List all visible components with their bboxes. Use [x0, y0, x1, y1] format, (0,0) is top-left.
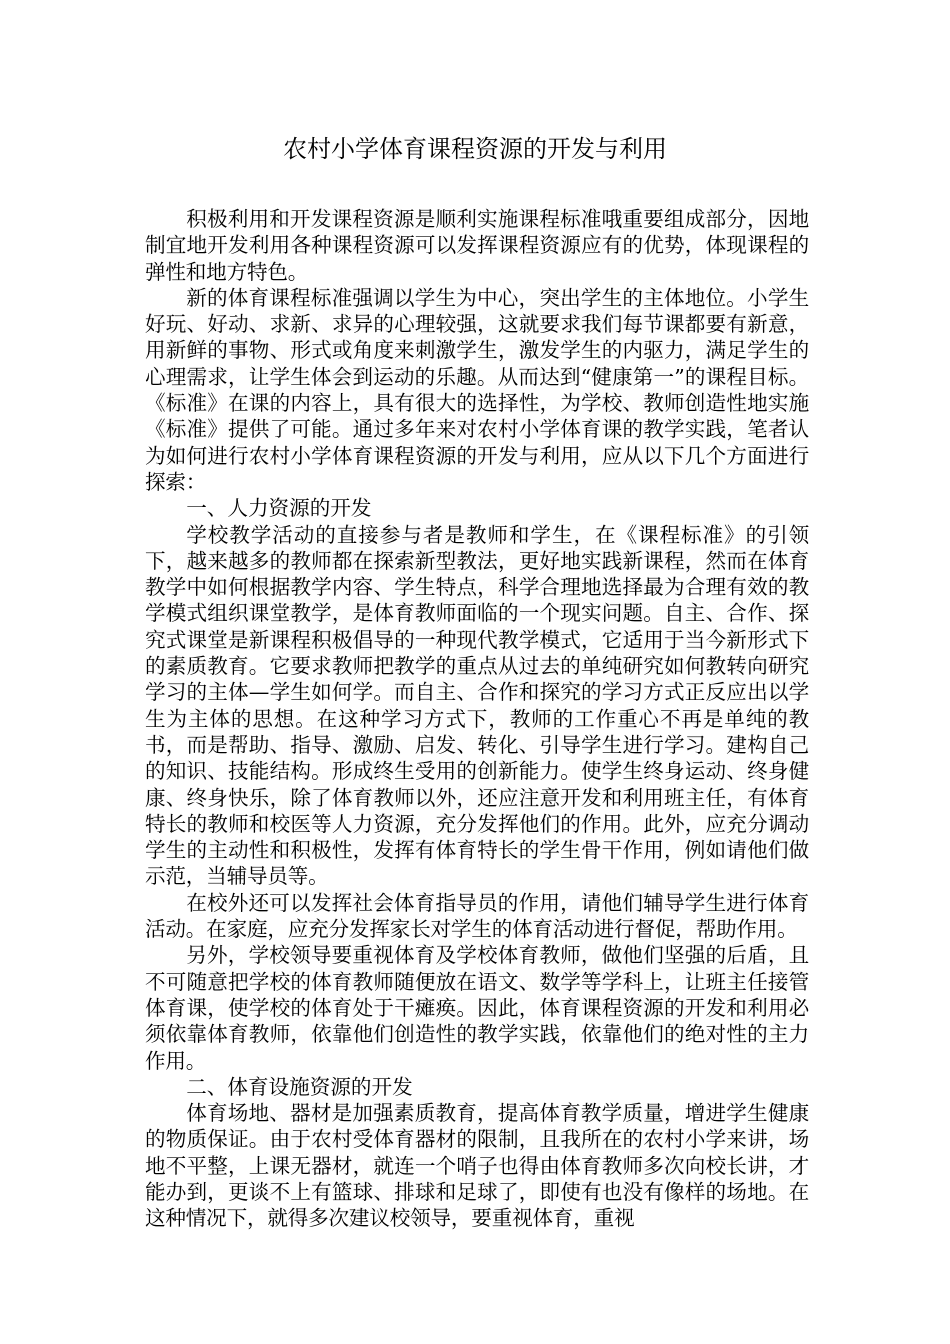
- body-paragraph: 积极利用和开发课程资源是顺利实施课程标准哦重要组成部分，因地制宜地开发利用各种课程资源可以发挥课程资源应有的优势，体现课程的弹性和地方特色。: [145, 207, 809, 284]
- document-body: [145, 206, 809, 1316]
- body-paragraph: 学校教学活动的直接参与者是教师和学生，在《课程标准》的引领下，越来越多的教师都在探索新型教法，更好地实践新课程，然而在体育教学中如何根据教学内容、学生特点，科学合理地选择最为合理有效的教学模式组织课堂教学，是体育教师面临的一个现实问题。自主、合作、探究式课堂是新课程积极倡导的一种现代教学模式，它适用于当今新形式下的素质教育。它要求教师把教学的重点从过去的单纯研究如何教转向研究学习的主体—学生如何学。而自主、合作和探究的学习方式正反应出以学生为主体的思想。在这种学习方式下，教师的工作重心不再是单纯的教书，而是帮助、指导、激励、启发、转化、引导学生进行学习。建构自己的知识、技能结构。形成终生受用的创新能力。使学生终身运动、终身健康、终身快乐，除了体育教师以外，还应注意开发和利用班主任，有体育特长的教师和校医等人力资源，充分发挥他们的作用。此外，应充分调动学生的主动性和积极性，发挥有体育特长的学生骨干作用，例如请他们做示范，当辅导员等。: [145, 522, 809, 889]
- page-title: 农村小学体育课程资源的开发与利用: [283, 135, 667, 163]
- body-paragraph: 新的体育课程标准强调以学生为中心，突出学生的主体地位。小学生好玩、好动、求新、求异的心理较强，这就要求我们每节课都要有新意，用新鲜的事物、形式或角度来刺激学生，激发学生的内驱力，满足学生的心理需求，让学生体会到运动的乐趣。从而达到“健康第一”的课程目标。《标准》在课的内容上，具有很大的选择性，为学校、教师创造性地实施《标准》提供了可能。通过多年来对农村小学体育课的教学实践，笔者认为如何进行农村小学体育课程资源的开发与利用，应从以下几个方面进行探索：: [145, 285, 809, 494]
- section-heading: 二、体育设施资源的开发: [186, 1074, 413, 1099]
- body-paragraph: 在校外还可以发挥社会体育指导员的作用，请他们辅导学生进行体育活动。在家庭，应充分发挥家长对学生的体育活动进行督促，帮助作用。: [145, 890, 809, 942]
- body-paragraph: 另外，学校领导要重视体育及学校体育教师，做他们坚强的后盾，且不可随意把学校的体育教师随便放在语文、数学等学科上，让班主任接管体育课，使学校的体育处于干瘫痪。因此，体育课程资源的开发和利用必须依靠体育教师，依靠他们创造性的教学实践，依靠他们的绝对性的主力作用。: [145, 943, 809, 1073]
- body-paragraph: 体育场地、器材是加强素质教育，提高体育教学质量，增进学生健康的物质保证。由于农村受体育器材的限制，且我所在的农村小学来讲，场地不平整，上课无器材，就连一个哨子也得由体育教师多次向校长讲，才能办到，更谈不上有篮球、排球和足球了，即使有也没有像样的场地。在这种情况下，就得多次建议校领导，要重视体育，重视: [145, 1101, 809, 1231]
- section-heading: 一、人力资源的开发: [186, 496, 372, 521]
